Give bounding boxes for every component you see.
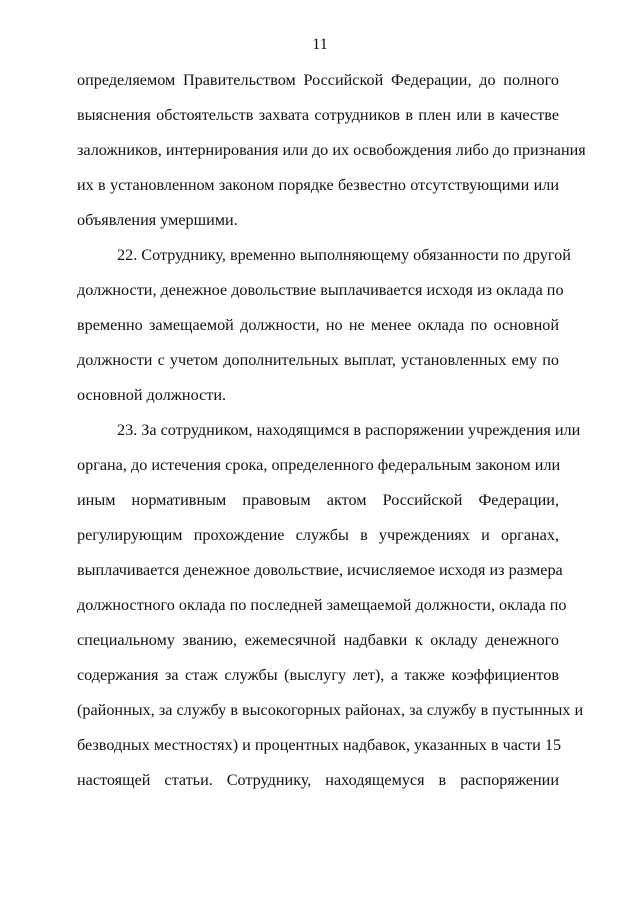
text-line: содержания за стаж службы (выслугу лет), а также коэффициентов [77,666,559,684]
text-line: иным нормативным правовым актом Российской Федерации, [77,491,559,509]
text-line: определяемом Правительством Российской Федерации, до полного [77,71,559,89]
text-line: должностного оклада по последней замещаемой должности, оклада по [77,596,567,614]
paragraph-start-line: 22. Сотруднику, временно выполняющему обязанности по другой [117,246,571,264]
text-line: их в установленном законом порядке безвестно отсутствующими или [77,176,559,194]
paragraph-start-line: 23. За сотрудником, находящимся в распоряжении учреждения или [117,421,581,439]
text-line: должности с учетом дополнительных выплат, установленных ему по [77,351,559,369]
text-line: выплачивается денежное довольствие, исчисляемое исходя из размера [77,561,563,579]
text-line: должности, денежное довольствие выплачивается исходя из оклада по [77,281,564,299]
text-line: безводных местностях) и процентных надбавок, указанных в части 15 [77,736,562,754]
text-line: временно замещаемой должности, но не менее оклада по основной [77,316,559,334]
text-line: органа, до истечения срока, определенного федеральным законом или [77,456,561,474]
text-line: настоящей статьи. Сотруднику, находящемуся в распоряжении [77,771,559,789]
text-line: (районных, за службу в высокогорных районах, за службу в пустынных и [77,701,584,719]
text-line: регулирующим прохождение службы в учреждениях и органах, [77,526,559,544]
text-line: основной должности. [77,386,227,404]
text-line: объявления умершими. [77,211,238,229]
text-line: специальному званию, ежемесячной надбавки к окладу денежного [77,631,559,649]
page-number: 11 [312,36,328,53]
text-line: заложников, интернирования или до их освобождения либо до признания [77,141,586,159]
text-line: выяснения обстоятельств захвата сотрудников в плен или в качестве [77,106,559,124]
